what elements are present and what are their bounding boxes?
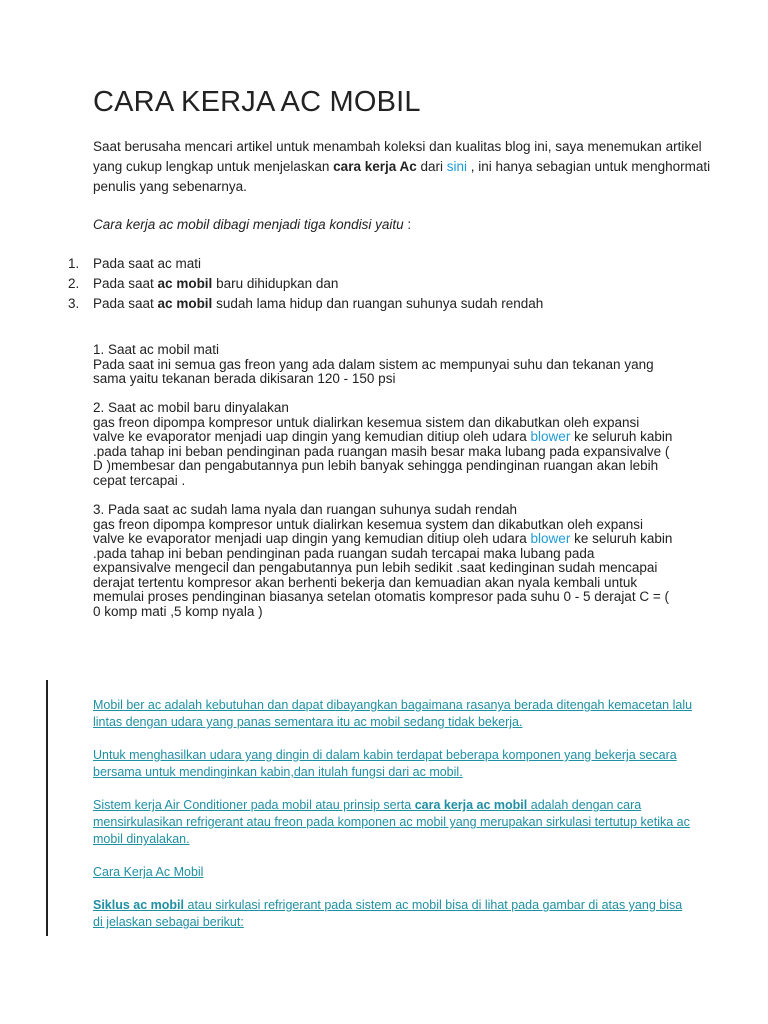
source-link[interactable]: sini <box>446 159 468 174</box>
section-ac-off <box>93 343 673 387</box>
list-item-text-after: sudah lama hidup dan ruangan suhunya sudah rendah <box>212 296 544 311</box>
blower-link[interactable]: blower <box>530 531 571 546</box>
list-item-number: 3. <box>68 296 80 311</box>
list-item <box>68 294 543 314</box>
section-body: Pada saat ini semua gas freon yang ada dalam sistem ac mempunyai suhu dan tekanan yang sama yaitu tekanan berada dikisaran 120 - 150 psi <box>93 356 654 386</box>
list-item-text-after: baru dihidupkan dan <box>212 276 339 291</box>
section-heading: 2. Saat ac mobil baru dinyalakan <box>93 400 289 415</box>
conditions-list <box>68 254 543 314</box>
article-paragraph-3[interactable] <box>93 797 693 848</box>
article-bold: Siklus ac mobil <box>93 898 185 912</box>
list-item-bold: ac mobil <box>157 296 213 311</box>
article-paragraph-2[interactable]: Untuk menghasilkan udara yang dingin di dalam kabin terdapat beberapa komponen yang bekerja secara bersama untuk mendinginkan kabin,dan itulah fungsi dari ac mobil. <box>93 748 677 779</box>
article-bold: cara kerja ac mobil <box>414 798 528 812</box>
section-heading: 1. Saat ac mobil mati <box>93 342 220 357</box>
list-item-number: 1. <box>68 256 80 271</box>
conditions-intro <box>93 217 411 232</box>
section-body <box>93 416 673 489</box>
list-item-text: Pada saat ac mati <box>93 256 202 271</box>
conditions-intro-text: Cara kerja ac mobil dibagi menjadi tiga kondisi yaitu <box>93 217 404 232</box>
list-item-bold: ac mobil <box>157 276 213 291</box>
intro-text-3: , ini hanya sebagian untuk menghormati penulis yang sebenarnya. <box>93 159 711 194</box>
intro-text-1: Saat berusaha mencari artikel untuk menambah koleksi dan kualitas blog ini, saya menemukan artikel yang cukup lengkap untuk menjelaskan <box>93 139 702 174</box>
list-item-number: 2. <box>68 276 80 291</box>
section-ac-long-on <box>93 503 673 619</box>
conditions-intro-colon: : <box>403 217 412 232</box>
article-paragraph-5[interactable] <box>93 897 693 931</box>
intro-paragraph <box>93 137 713 197</box>
section-ac-just-on <box>93 401 673 488</box>
blower-link[interactable]: blower <box>530 429 571 444</box>
section-body <box>93 518 673 620</box>
article-heading-link[interactable]: Cara Kerja Ac Mobil <box>93 865 204 879</box>
intro-bold: cara kerja Ac <box>333 159 417 174</box>
section-body-text: gas freon dipompa kompresor untuk dialirkan kesemua system dan dikabutkan oleh expansi valve ke evaporator menjadi uap dingin yang kemudian ditiup oleh udara <box>93 516 644 546</box>
section-body-text-after: ke seluruh kabin .pada tahap ini beban pendinginan pada ruangan sudah tercapai maka lubang pada expansivalve mengecil dan pengabutannya pun lebih sedikit .saat kedinginan sudah mencapai derajat tertentu kompresor akan berhenti bekerja dan kemuadian akan nyala kembali untuk memulai proses pendinginan biasanya setelan otomatis kompresor pada suhu 0 - 5 derajat C = ( 0 komp mati ,5 komp nyala ) <box>93 531 673 619</box>
section-body-text-after: ke seluruh kabin .pada tahap ini beban pendinginan pada ruangan masih besar maka lubang pada expansivalve ( D )membesar dan pengabutannya pun lebih banyak sehingga pendinginan ruangan akan lebih cepat tercapai . <box>93 429 673 488</box>
list-item <box>68 274 543 294</box>
section-heading: 3. Pada saat ac sudah lama nyala dan ruangan suhunya sudah rendah <box>93 502 518 517</box>
list-item <box>68 254 543 274</box>
section-body-text: gas freon dipompa kompresor untuk dialirkan kesemua sistem dan dikabutkan oleh expansi valve ke evaporator menjadi uap dingin yang kemudian ditiup oleh udara <box>93 414 640 444</box>
article-paragraph-1[interactable]: Mobil ber ac adalah kebutuhan dan dapat dibayangkan bagaimana rasanya berada ditengah kemacetan lalu lintas dengan udara yang panas sementara itu ac mobil sedang tidak bekerja. <box>93 698 693 729</box>
list-item-text: Pada saat <box>93 276 158 291</box>
article-text: Sistem kerja Air Conditioner pada mobil atau prinsip serta <box>93 798 415 812</box>
intro-text-2: dari <box>416 159 447 174</box>
page-title: CARA KERJA AC MOBIL <box>93 86 421 118</box>
article-text-after: adalah dengan cara mensirkulasikan refrigerant atau freon pada komponen ac mobil yang merupakan sirkulasi tertutup ketika ac mobil dinyalakan. <box>93 798 690 846</box>
list-item-text: Pada saat <box>93 296 158 311</box>
article-text-after: atau sirkulasi refrigerant pada sistem ac mobil bisa di lihat pada gambar di atas yang bisa di jelaskan sebagai berikut: <box>93 898 683 929</box>
quote-bar <box>46 680 48 936</box>
